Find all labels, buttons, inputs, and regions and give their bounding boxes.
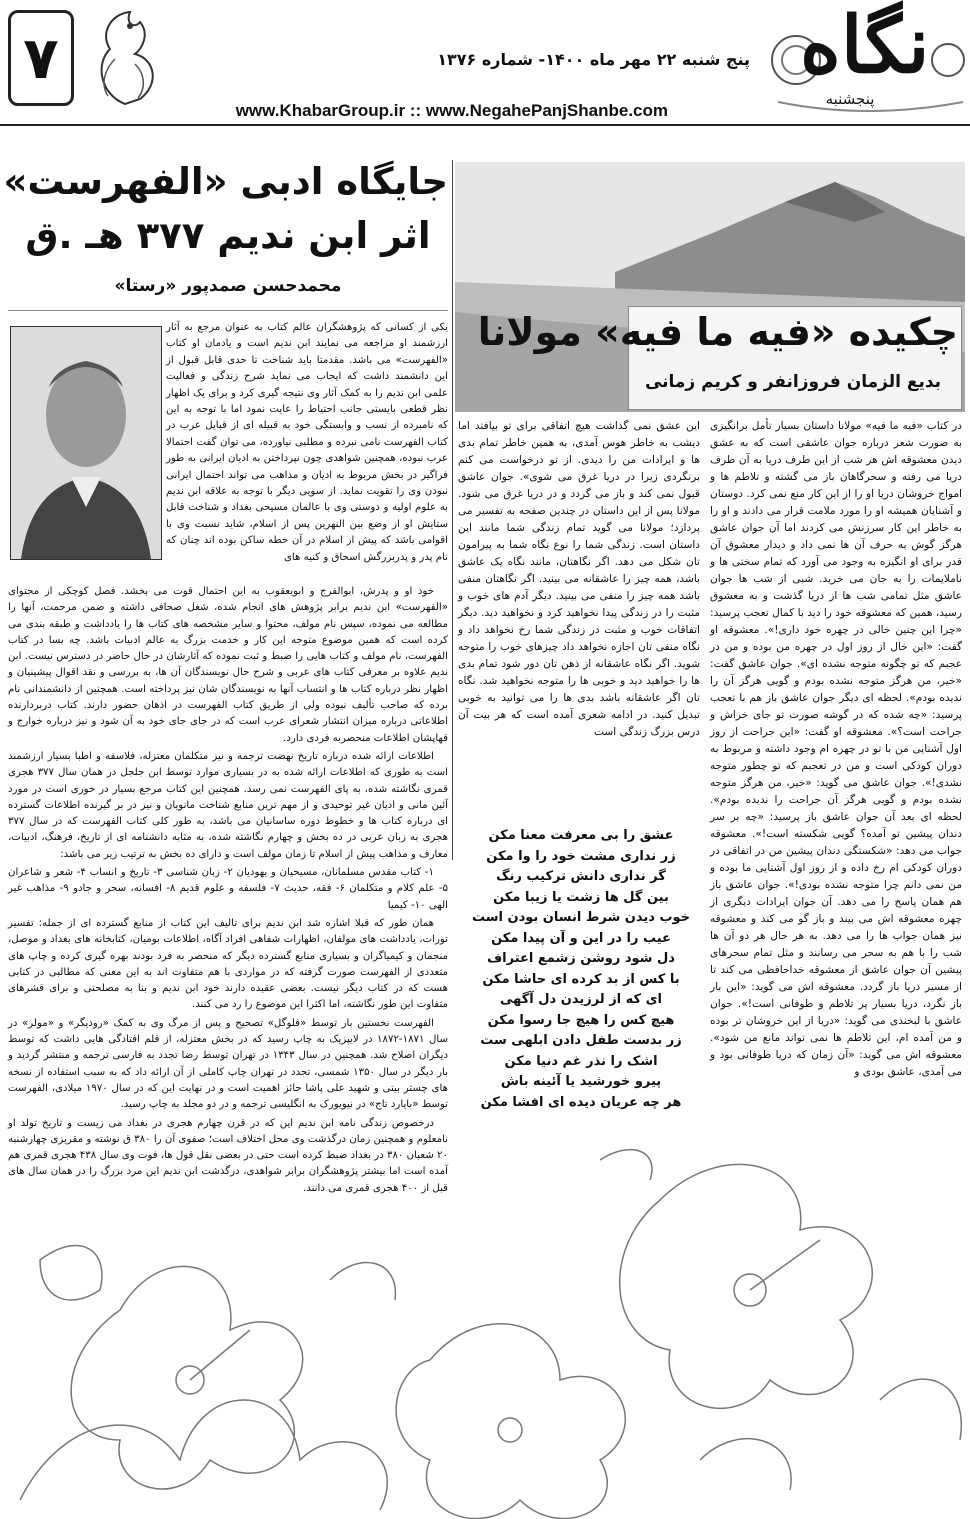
poem-line: با کس از بد کرده ای حاشا مکن bbox=[482, 971, 680, 987]
poem-line: عیب را در این و آن پیدا مکن bbox=[491, 930, 671, 946]
poem-line: عشق را بی معرفت معنا مکن bbox=[488, 828, 674, 843]
poem-line: ای که از لرزیدن دل آگهی bbox=[499, 992, 663, 1007]
poem-line: دل شود روشن زشمع اعتراف bbox=[487, 951, 675, 966]
article-paragraph: اطلاعات ارائه شده درباره تاریخ نهضت ترجمه و نیز متکلمان معتزله، فلاسفه و اطبا بسیار ارزشمند است به طوری که اطلاعات ارائه شده به در بسیاری موارد توسط ابن جلجل در همان سال ۳۷۷ هجری قمری نگاشته شده، به پای الفهرست نمی رسد. همچنین این کتاب مرجع بسیار در خوری است در مورد آئین مانی و ادیان غیر توحیدی و از مهم ترین منابع شناخت مانویان و نیز در بر گیرنده اطلاعات گسترده ای درباره کتاب ها و خطوط دوره ساسانیان می باشد، به طور کلی کتاب الفهرست که در سال ۳۷۷ هجری به زبان عربی در ده بخش و چهارم نگاشته شده، به مثابه دانشنامه ای از تاریخ، فرهنگ، ادبیات، معارف و مذاهب پیش از اسلام تا زمان مولف است و دارای ده بخش به ترتیب زیر می باشد: bbox=[8, 750, 448, 860]
poem-line: هیچ کس را هیچ جا رسوا مکن bbox=[487, 1012, 675, 1028]
article-title-line-2: اثر ابن ندیم ۳۷۷ هـ .ق bbox=[25, 214, 431, 257]
poem-line: زر بدست طفل دادن ابلهی ست bbox=[480, 1033, 682, 1048]
poem-line: بین گل ها زشت یا زیبا مکن bbox=[493, 889, 669, 905]
website-urls: www.KhabarGroup.ir :: www.NegahePanjShanbe.com bbox=[235, 101, 668, 120]
hibiscus-illustration-icon bbox=[0, 860, 970, 1519]
article-paragraph: درخصوص زندگی نامه ابن ندیم این که در قرن چهارم هجری در بغداد می زیست و تاریخ تولد او نامعلوم و همچنین زمان درگذشت وی محل اختلاف است؛ صفوی آن را ۳۸۰ ق نوشته و مقریزی چهارشنبه ۲۰ شعبان ۳۸۰ در بغداد ضبط کرده است حتی در بعضی نقل قول ها، فوت وی سال ۴۳۸ هجری قمری هم آمده است اما بیشتر پژوهشگران برابر شواهدی، درگذشت ابن ندیم این مرد بزرگ را در همان سال های قبل از ۴۰۰ هجری قمری می دانند. bbox=[8, 1117, 448, 1194]
article-paragraph: خود او و پدرش، ابوالفرج و ابویعقوب به این احتمال قوت می بخشد. فصل کوچکی از محتوای «الفهرست» ابن ندیم برابر پژوهش های انجام شده، شغل صحافی داشته و ضمن مرحمت، آنها را مطالعه می نموده، سپس نام مولف، محتوا و سایر مشخصه های کتاب ها را یادداشت و طبقه بندی می کرده است که همین موضوع متوجه این کار و خدمت بزرگ به عالم ادبیات باشد. چه بسا در کتاب الفهرست، نام مولف و کتاب هایی را ضبط و ثبت نموده که آثارشان در حال حاضر در دسترس نیست. ابن ندیم علاوه بر معرفی کتاب های عربی و شرح حال نویسندگان آن ها، به بررسی و نقد اقوال پیشینیان و اظهار نظر درباره کتاب ها و انتساب آنها به نویسندگان شان نیز پرداخته است. همچنین از دانشمندانی نام برده که صاحب تألیف نبوده ولی از طریق کتاب الفهرست در اذهان حضور دارند. کتاب دربردارنده اطلاعاتی درباره میزان انتشار شعرای عرب است که در جای جای خود به آن شود و نیز درباره خوارج و قهاپشان اطلاعات منحصربه فردی دارد. bbox=[8, 586, 448, 744]
article-column-2: این عشق نمی گذاشت هیچ اتفاقی برای تو بیافتد اما دیشب به خاطر هوس آمدی، به همین خاطر تمام بدی ها و ایرادات من را دیدی. از تو درخواست می کنم برنگردی زیرا در دریا غرق می شوی». جوان عاشق قبول نمی کند و باز می گردد و در دریا غرق می شود. مولانا پس از این داستان در چندین صفحه به تفسیر می پردازد؛ مولانا می گوید تمام زندگی شما مانند این داستان است. زندگی شما را نوع نگاه شما به پیرامون تان شکل می دهد. اگر نگاهتان، مانند نگاه یک عاشق باشد، همه چیز را عاشقانه می بینید. اگر نگاهتان منفی باشد همه چیز را منفی می بینید. دیگر آدم های خوب و مثبت را در زندگی پیدا نخواهید کرد و نخواهید دید. دیگر اتفاقات خوب و مثبت در زندگی شما رخ نخواهد داد و نگاه منفی تان اجازه نخواهد داد چیزهای خوب را متوجه شوید. اگر نگاه عاشقانه از ذهن تان دور شود تمام بدی ها را خواهید دید و خوبی ها را متوجه نخواهید شد. نگاه تان اگر عاشقانه باشد بدی ها را می توانید به خوبی تبدیل کنید. در ادامه شعری آمده است که هر بیت آن درس بزرگ زندگی است bbox=[458, 420, 700, 738]
poem-line: گر نداری دانش ترکیب رنگ bbox=[496, 869, 666, 884]
header-divider bbox=[0, 124, 970, 126]
masthead-subtitle: پنجشنبه bbox=[825, 90, 875, 108]
article-column-1: در کتاب «فیه ما فیه» مولانا داستان بسیار تأمل برانگیزی به صورت شعر درباره جوان عاشقی است که به عشق دیدن معشوقه اش هر شب از این طرف دریا به آن طرف دریا می رفته و سحرگاهان باز می گشته و تلاطم ها و امواج خروشان دریا او را از این کار منع نمی کرد. دوستان و آشنایان همیشه او را مورد ملامت قرار می دادند و او را به خاطر این کار سرزنش می کردند اما آن جوان عاشق هرگز گوش به حرف آن ها نمی داد و دیدار معشوق آن قدر برای او انگیزه به وجود می آورد که تمام سختی ها و ناملایمات را به جان می خرید. شبی از شب ها جوان عاشق مثل تمامی شب ها از دریا گذشت و به معشوق رسید، همین که معشوقه خود را دید با کمال تعجب پرسید: «چرا این چنین خالی در چهره خود داری!». معشوقه او گفت: «این خال از روز اول در چهره من بوده و من در عجبم که تو چگونه متوجه نشده ای». جوان عاشق گفت: «خیر، من هرگز متوجه نشده بودم و گویی هرگز آن را ندیده بودم». لحظه ای دیگر جوان عاشق باز هم با تعجب پرسید: «چه شده که در گوشه صورت تو جای خراش و جراحت است؟». معشوقه او گفت: «این جراحت از روز اول آشنایی من با تو در چهره ام وجود داشته و مربوط به دوران کودکی است و من در تعجبم که تو چطور متوجه نشدی!». جوان عاشق می گوید: «خیر، من هرگز متوجه نشده بودم و گویی هرگز آن جراحت را ندیده بودم». لحظه ای بعد آن جوان عاشق باز پرسید: «چه بر سر دندان پیشین تو آمده؟ گویی شکسته است!». معشوقه جواب می دهد: «شکستگی دندان پیشین من در اتفاقی در دوران کودکی ام رخ داده و از روز اول آشنایی ما بوده و من نمی دانم چرا متوجه نشده بودی!». جوان عاشق باز هم همان پاسخ را می دهد. آن جوان ایرادات دیگری از چهره معشوقه اش می بیند و باز گو می کند و معشوقه نیز همان جواب ها را می دهد. به هر حال هر دو آن ها شب را با هم به سحر می رسانند و مثل تمام سحرهای پیشین آن جوان عاشق از معشوقه خداحافظی می کند تا از مسیر دریا باز گردد. معشوقه اش می گوید: «این بار باز نگرد، دریا بسیار پر تلاطم و طوفانی است!». جوان عاشق با لبخندی می گوید: «دریا از این خروشان تر بوده و من آمده ام، این تلاطم ها نمی تواند مانع من شود». معشوقه اش می گوید: «آن زمان که دریا طوفانی بود و می آمدی، عاشق بودی و bbox=[710, 420, 962, 1078]
author-portrait bbox=[10, 326, 162, 560]
article-paragraph: الفهرست نخستین بار توسط «فلوگل» تصحیح و پس از مرگ وی به کمک «رودیگر» و «مولر» در سال ۱۸۷۱-۱۸۷۲ در لایپزیک به چاپ رسید که در بخش معتزله، از قلم افتادگی هایی داشت که توسط دیگران اصلاح شد. همچنین در سال ۱۳۴۳ در تهران توسط رضا تجدد به فارسی ترجمه و منتشر گردید و بار دیگر در سال ۱۳۵۰ شمسی، تجدد در تهران چاپ کاملی از آن ارائه داد که به سبب استفاده از نسخه های چستر بیتی و شهید علی پاشا حائز اهمیت است و در نهایت این که در سال ۱۹۷۰ میلادی، الفهرست توسط «بایارد تاج» در نیویورک به انگلیسی ترجمه و در دو مجلد به چاپ رسید. bbox=[8, 1017, 448, 1111]
poem-line: خوب دیدن شرط انسان بودن است bbox=[471, 910, 691, 925]
article-title: چکیده «فیه ما فیه» مولانا bbox=[477, 310, 958, 354]
article-paragraph: ۱- کتاب مقدس مسلمانان، مسیحیان و یهودیان ۲- زبان شناسی ۳- تاریخ و انساب ۴- شعر و شاعران ۵- علم کلام و متکلمان ۶- فقه، حدیث ۷- فلسفه و علوم قدیم ۸- افسانه، سحر و جادو ۹- مذاهب غیر الهی ۱۰- کیمیا bbox=[8, 867, 449, 911]
column-divider bbox=[452, 160, 453, 860]
author-divider bbox=[8, 310, 448, 311]
poem-line: هر چه عریان دیده ای افشا مکن bbox=[480, 1094, 682, 1110]
poem-line: زر نداری مشت خود را وا مکن bbox=[486, 848, 676, 864]
issue-date: پنج شنبه ۲۲ مهر ماه ۱۴۰۰- شماره ۱۳۷۶ bbox=[437, 50, 750, 69]
article-authors: بدیع الزمان فروزانفر و کریم زمانی bbox=[644, 372, 942, 392]
page-number: ۷ bbox=[8, 10, 74, 106]
poem-line: اشک را نذر غم دنیا مکن bbox=[504, 1053, 658, 1069]
poem-line: پیرو خورشید یا آئینه باش bbox=[500, 1074, 662, 1089]
article-intro: یکی از کسانی که پژوهشگران عالم کتاب به عنوان مرجع به آثار ارزشمند او مراجعه می نمایند ابن ندیم است و یادمان او کتاب «الفهرست» می باشد. مقدمتا باید شناخت تا حدی قابل قبول از این دانشمند داشت که ایجاب می نماید شرح زندگی و فعالیت علمی ابن ندیم را به کمک آثار وی نتیجه گیری کرد و برای یک اظهار نظر قطعی بایستی جانب احتیاط را عایت نمود اما با توجه به این که نامبرده از نسب و وابستگی خود به قبیله ای از قبایل عرب در کتاب الفهرست نامی نبرده و مطلبی نیاورده، می توان گفت احتمالا عرب نبوده، همچنین شواهدی چون نپرداختن به ادیان ایرانی به طور فراگیر در بخش مربوط به ادیان و مذاهب می تواند احتمال ایرانی نبودن وی را تقویت نماید. از سویی دیگر با توجه به علاقه ابن ندیم به علوم اولیه و دوستی وی با عالمان مسیحی بغداد و شناخت قابل ستایش او از وضع بین النهرین پس از اسلام، شاید نسبت وی با اقوامی باشد که پیش از اسلام در آن خطه ساکن بوده اند چنان که نام پدر و پدربزرگش اسحاق و کنیه های bbox=[166, 322, 448, 563]
article-paragraph: همان طور که قبلا اشاره شد ابن ندیم برای تالیف این کتاب از منابع گسترده ای از جمله: تفسیر تورات، یادداشت های مولفان، اظهارات شفاهی افراد آگاه، اطلاعات بومیان، کتابخانه های بغداد و موصل، منجمان و کیمیاگران و بسیاری منابع گسترده دیگر که منحصر به فرد بودند بهره گیری کرده و چاپ های متعددی از الفهرست صورت گرفته که در مواردی با هم متفاوت اند به این معنی که مطالبی در کتابی هست که در کتاب دیگر نیست. بعضی عقیده دارند خود ابن ندیم و بنا به مصلحتی و برای قشرهای متفاوت این طور نگاشته، اما اکثرا این موضوع را رد می کنند. bbox=[8, 917, 448, 1011]
article-author: محمدحسن صمدپور «رستا» bbox=[114, 276, 342, 296]
masthead-logo: نگاه bbox=[800, 0, 930, 91]
phoenix-ornament-icon bbox=[80, 4, 170, 114]
article-title-line-1: جایگاه ادبی «الفهرست» bbox=[3, 160, 448, 203]
